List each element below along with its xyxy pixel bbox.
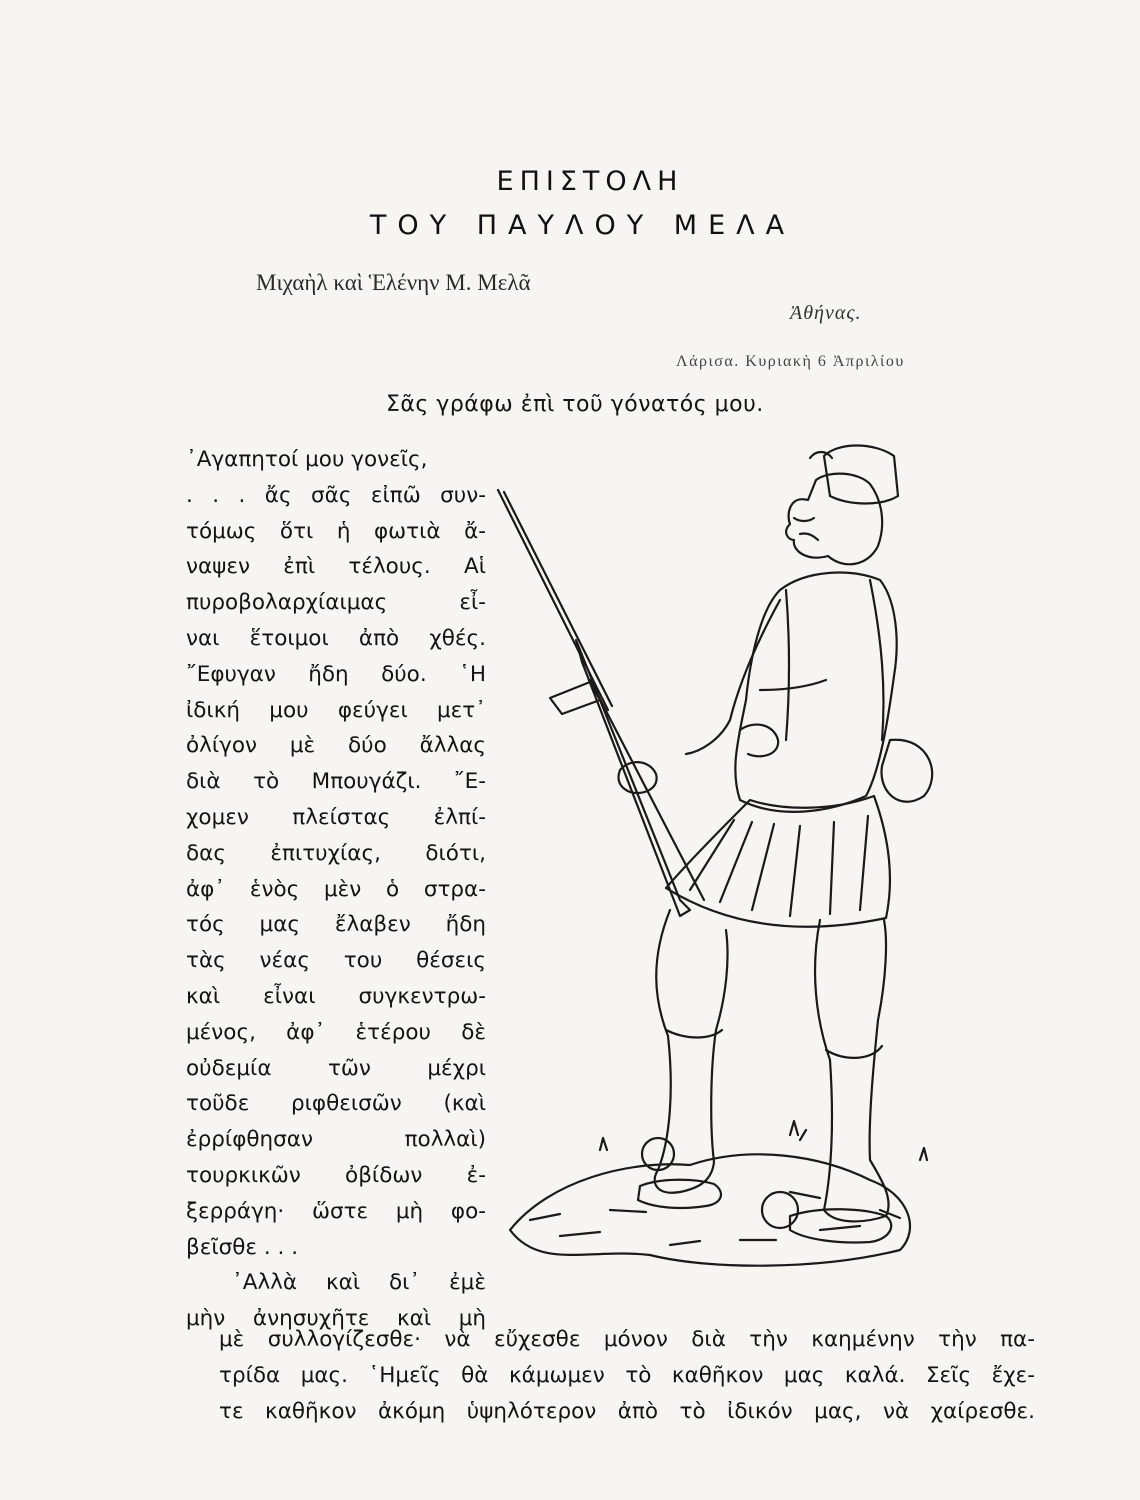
title-line-2: ΤΟΥ ΠΑΥΛΟΥ ΜΕΛΑ xyxy=(369,210,796,241)
rifle-body xyxy=(576,640,690,916)
text-line: τουρκικῶν ὀβίδων ἐ- xyxy=(186,1162,486,1188)
shoulder-bag xyxy=(882,740,933,802)
soldier-illustration xyxy=(490,440,1010,1320)
letter-full-width-text xyxy=(219,1322,1035,1429)
dateline: Λάρισα. Κυριακὴ 6 Ἀπριλίου xyxy=(676,353,905,370)
text-line: τοῦδε ριφθεισῶν (καὶ xyxy=(186,1091,486,1117)
text-line: ἀφ᾿ ἑνὸς μὲν ὁ στρα- xyxy=(186,876,486,902)
text-line: . . . ἄς σᾶς εἰπῶ συν- xyxy=(186,482,486,508)
soldier-kilt xyxy=(666,796,890,927)
text-line: βεῖσθε . . . xyxy=(186,1234,299,1260)
text-line: καὶ εἶναι συγκεντρω- xyxy=(186,983,486,1009)
text-line: τε καθῆκον ἀκόμη ὑψηλότερον ἀπὸ τὸ ἰδικόν μας, νὰ χαίρεσθε. xyxy=(219,1398,1035,1424)
title-line-1: ΕΠΙΣΤΟΛΗ xyxy=(496,166,684,197)
text-line: πυροβολαρχίαιμας εἶ- xyxy=(186,590,486,616)
soldier-hand xyxy=(618,762,656,793)
text-line: μὴν ἀνησυχῆτε καὶ μὴ xyxy=(186,1306,486,1332)
soldier-head xyxy=(786,474,882,565)
letter-column xyxy=(186,442,486,1337)
text-line: διὰ τὸ Μπουγάζι. ῎Ε- xyxy=(186,769,486,795)
text-line: ᾿Αλλὰ καὶ δι᾿ ἐμὲ xyxy=(232,1270,486,1296)
text-line: ναι ἕτοιμοι ἀπὸ χθές. xyxy=(186,625,486,651)
soldier-shoe xyxy=(790,1209,891,1242)
text-line: τόμως ὅτι ἡ φωτιὰ ἄ- xyxy=(186,518,486,544)
subheading: Σᾶς γράφω ἐπὶ τοῦ γόνατός μου. xyxy=(386,392,764,417)
soldier-leg xyxy=(815,920,889,1221)
text-line: ῎Εφυγαν ἤδη δύο. ῾Η xyxy=(186,661,486,687)
text-line: τός μας ἔλαβεν ἤδη xyxy=(186,912,486,938)
city-line: Ἀθήνας. xyxy=(790,302,862,324)
text-line: τρίδα μας. ῾Ημεῖς θὰ κάμωμεν τὸ καθῆκον μας καλά. Σεῖς ἔχε- xyxy=(219,1362,1035,1388)
text-line: μὲ συλλογίζεσθε· νὰ εὔχεσθε μόνον διὰ τὴν καημένην τὴν πα- xyxy=(219,1327,1035,1352)
soldier-jacket xyxy=(735,573,896,812)
text-line: ναψεν ἐπὶ τέλους. Αἱ xyxy=(186,554,486,580)
text-line: μένος, ἀφ᾿ ἑτέρου δὲ xyxy=(186,1019,486,1045)
text-line: ᾿Αγαπητοί μου γονεῖς, xyxy=(186,447,428,472)
soldier-leg xyxy=(655,910,728,1193)
text-line: δας ἐπιτυχίας, διότι, xyxy=(186,840,486,866)
text-line: ὀλίγον μὲ δύο ἄλλας xyxy=(186,733,486,759)
text-line: ἐρρίφθησαν πολλαὶ) xyxy=(186,1127,486,1153)
recipient-line: Μιχαὴλ καὶ Ἑλένην Μ. Μελᾶ xyxy=(256,270,531,295)
text-line: ξερράγη· ὥστε μὴ φο- xyxy=(186,1198,486,1224)
text-line: ἰδική μου φεύγει μετ᾿ xyxy=(186,697,486,723)
soldier-shoe xyxy=(638,1180,721,1208)
text-line: χομεν πλείστας ἐλπί- xyxy=(186,804,486,830)
text-line: οὐδεμία τῶν μέχρι xyxy=(186,1055,486,1081)
text-line: τὰς νέας του θέσεις xyxy=(186,948,486,974)
